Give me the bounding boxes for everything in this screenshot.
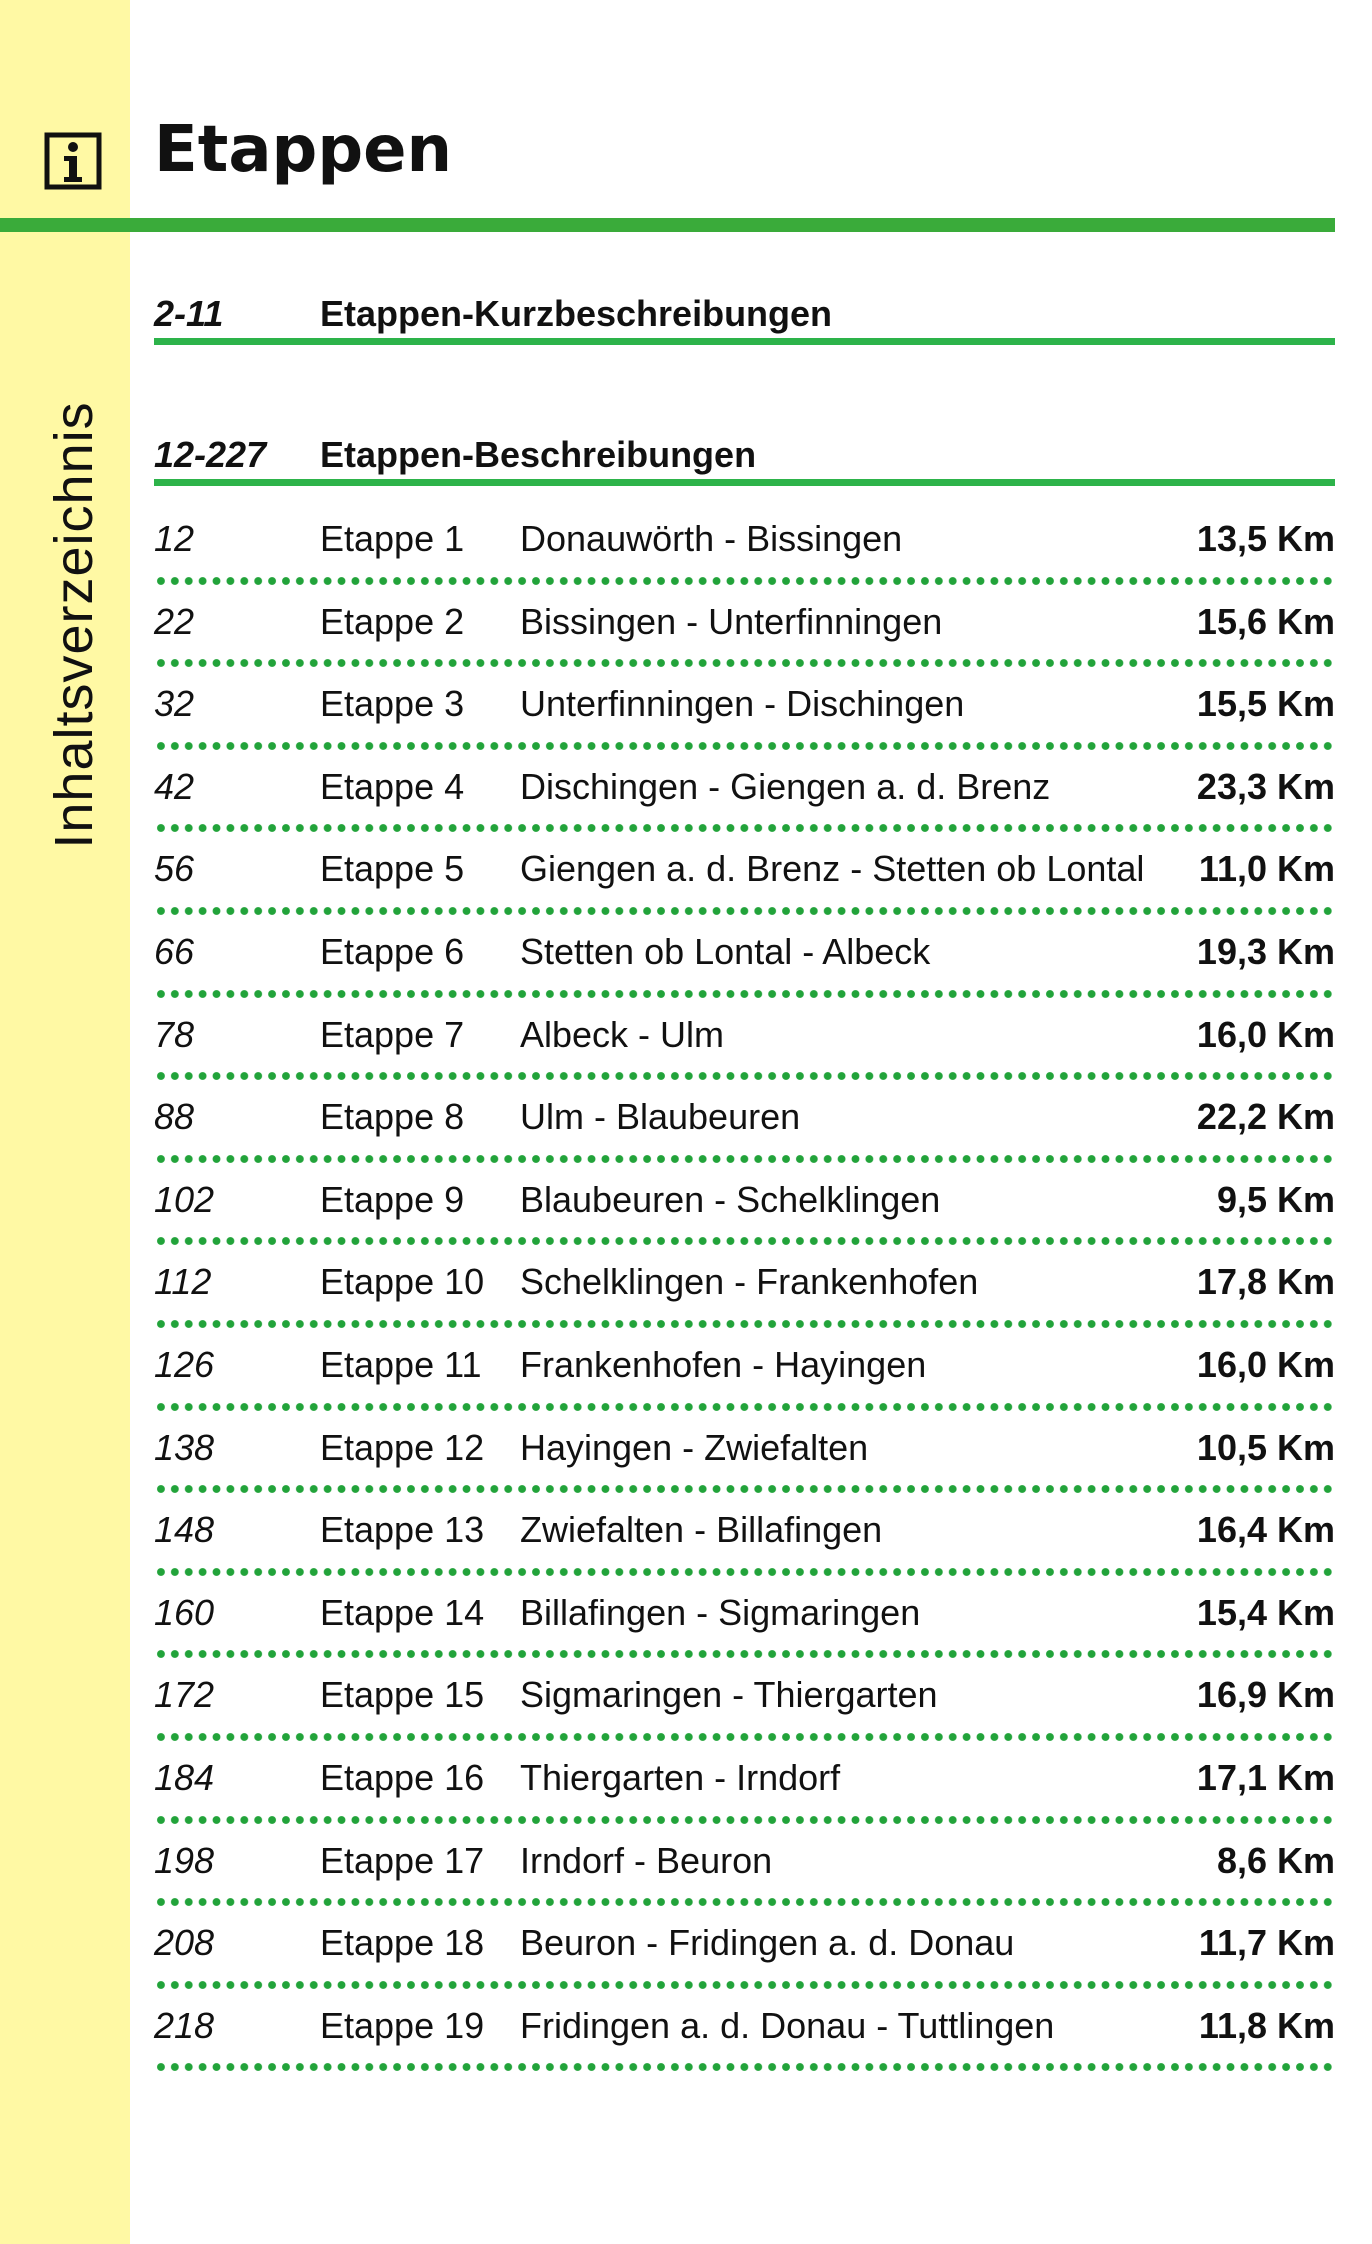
stage-page-number: 32 xyxy=(154,683,195,725)
stage-page-number: 184 xyxy=(154,1756,215,1798)
stage-page-number: 138 xyxy=(154,1426,215,1468)
stage-number: Etappe 4 xyxy=(320,765,465,807)
stage-number: Etappe 5 xyxy=(320,848,465,890)
info-icon xyxy=(44,132,102,190)
stage-route: Frankenhofen - Hayingen xyxy=(520,1343,927,1385)
stage-row[interactable] xyxy=(154,1995,1335,2078)
stage-route: Zwiefalten - Billafingen xyxy=(520,1509,883,1551)
stage-number: Etappe 9 xyxy=(320,1178,465,1220)
dotted-divider xyxy=(154,742,1335,750)
stage-number: Etappe 6 xyxy=(320,930,465,972)
dotted-divider xyxy=(154,990,1335,998)
stage-number: Etappe 15 xyxy=(320,1674,485,1716)
section-page-range: 2-11 xyxy=(154,293,224,334)
stage-page-number: 126 xyxy=(154,1343,215,1385)
stage-number: Etappe 10 xyxy=(320,1261,485,1303)
stage-distance: 9,5 Km xyxy=(1216,1178,1335,1220)
dotted-divider xyxy=(154,2063,1335,2071)
stage-route: Unterfinningen - Dischingen xyxy=(520,683,965,725)
stage-distance: 16,0 Km xyxy=(1196,1343,1335,1385)
stage-page-number: 102 xyxy=(154,1178,215,1220)
stage-row[interactable] xyxy=(154,1086,1335,1169)
stage-row[interactable] xyxy=(154,1417,1335,1500)
stage-distance: 23,3 Km xyxy=(1196,765,1335,807)
stage-number: Etappe 11 xyxy=(320,1343,482,1385)
stage-page-number: 78 xyxy=(154,1013,195,1055)
stage-page-number: 22 xyxy=(154,600,195,642)
section-label: Etappen-Beschreibungen xyxy=(320,434,757,475)
stage-distance: 16,0 Km xyxy=(1196,1013,1335,1055)
stage-row[interactable] xyxy=(154,1004,1335,1087)
section-divider xyxy=(154,338,1335,345)
stage-number: Etappe 7 xyxy=(320,1013,465,1055)
dotted-divider xyxy=(154,824,1335,832)
stage-row[interactable] xyxy=(154,1664,1335,1747)
stage-distance: 15,5 Km xyxy=(1196,683,1335,725)
stage-row[interactable] xyxy=(154,591,1335,674)
stage-page-number: 172 xyxy=(154,1674,215,1716)
stage-row[interactable] xyxy=(154,756,1335,839)
stage-number: Etappe 14 xyxy=(320,1591,485,1633)
stage-route: Beuron - Fridingen a. d. Donau xyxy=(520,1922,1015,1964)
stage-route: Ulm - Blaubeuren xyxy=(520,1096,801,1138)
stage-distance: 15,4 Km xyxy=(1196,1591,1335,1633)
stage-distance: 11,8 Km xyxy=(1198,2004,1335,2046)
dotted-divider xyxy=(154,1155,1335,1163)
dotted-divider xyxy=(154,1733,1335,1741)
stage-distance: 16,9 Km xyxy=(1196,1674,1335,1716)
stage-route: Giengen a. d. Brenz - Stetten ob Lontal xyxy=(520,848,1145,890)
section-divider xyxy=(154,479,1335,486)
stage-route: Fridingen a. d. Donau - Tuttlingen xyxy=(520,2004,1055,2046)
stage-page-number: 112 xyxy=(154,1261,212,1303)
stage-row[interactable] xyxy=(154,1582,1335,1665)
dotted-divider xyxy=(154,1650,1335,1658)
stage-distance: 8,6 Km xyxy=(1216,1839,1335,1881)
dotted-divider xyxy=(154,1485,1335,1493)
sidebar xyxy=(0,0,130,2244)
section-summaries[interactable] xyxy=(154,285,1335,345)
stage-route: Hayingen - Zwiefalten xyxy=(520,1426,869,1468)
dotted-divider xyxy=(154,659,1335,667)
stage-distance: 19,3 Km xyxy=(1196,930,1335,972)
stage-route: Stetten ob Lontal - Albeck xyxy=(520,930,931,972)
stage-row[interactable] xyxy=(154,1251,1335,1334)
stage-number: Etappe 1 xyxy=(320,518,465,559)
stage-number: Etappe 16 xyxy=(320,1756,485,1798)
stage-distance: 10,5 Km xyxy=(1196,1426,1335,1468)
stage-list xyxy=(154,508,1335,2077)
page-title: Etappen xyxy=(154,113,453,187)
stage-distance: 17,8 Km xyxy=(1196,1261,1335,1303)
section-page-range: 12-227 xyxy=(154,434,267,475)
stage-distance: 13,5 Km xyxy=(1196,518,1335,559)
stage-row[interactable] xyxy=(154,1912,1335,1995)
stage-route: Blaubeuren - Schelklingen xyxy=(520,1178,941,1220)
title-divider xyxy=(0,218,1335,232)
dotted-divider xyxy=(154,577,1335,585)
stage-distance: 15,6 Km xyxy=(1196,600,1335,642)
stage-route: Albeck - Ulm xyxy=(520,1013,725,1055)
stage-page-number: 88 xyxy=(154,1096,195,1138)
stage-number: Etappe 19 xyxy=(320,2004,485,2046)
stage-distance: 17,1 Km xyxy=(1196,1756,1335,1798)
stage-page-number: 148 xyxy=(154,1509,215,1551)
stage-route: Donauwörth - Bissingen xyxy=(520,518,903,559)
dotted-divider xyxy=(154,907,1335,915)
stage-number: Etappe 8 xyxy=(320,1096,465,1138)
stage-page-number: 12 xyxy=(154,518,195,559)
sidebar-label-text: Inhaltsverzeichnis xyxy=(44,401,104,849)
dotted-divider xyxy=(154,1981,1335,1989)
stage-route: Dischingen - Giengen a. d. Brenz xyxy=(520,765,1051,807)
stage-page-number: 198 xyxy=(154,1839,215,1881)
stage-page-number: 160 xyxy=(154,1591,215,1633)
section-label: Etappen-Kurzbeschreibungen xyxy=(320,293,833,334)
stage-route: Sigmaringen - Thiergarten xyxy=(520,1674,938,1716)
stage-distance: 16,4 Km xyxy=(1196,1509,1335,1551)
stage-page-number: 42 xyxy=(154,765,195,807)
stage-row[interactable] xyxy=(154,921,1335,1004)
stage-page-number: 56 xyxy=(154,848,195,890)
stage-row[interactable] xyxy=(154,1334,1335,1417)
stage-row[interactable] xyxy=(154,508,1335,591)
stage-route: Bissingen - Unterfinningen xyxy=(520,600,943,642)
stage-row[interactable] xyxy=(154,1830,1335,1913)
dotted-divider xyxy=(154,1072,1335,1080)
stage-route: Schelklingen - Frankenhofen xyxy=(520,1261,979,1303)
stage-route: Irndorf - Beuron xyxy=(520,1839,773,1881)
stage-distance: 11,7 Km xyxy=(1198,1922,1335,1964)
stage-distance: 22,2 Km xyxy=(1196,1096,1335,1138)
stage-distance: 11,0 Km xyxy=(1198,848,1335,890)
stage-row[interactable] xyxy=(154,1747,1335,1830)
dotted-divider xyxy=(154,1568,1335,1576)
stage-number: Etappe 17 xyxy=(320,1839,485,1881)
dotted-divider xyxy=(154,1403,1335,1411)
stage-page-number: 208 xyxy=(154,1922,215,1964)
stage-number: Etappe 12 xyxy=(320,1426,485,1468)
dotted-divider xyxy=(154,1898,1335,1906)
dotted-divider xyxy=(154,1237,1335,1245)
stage-number: Etappe 18 xyxy=(320,1922,485,1964)
section-descriptions[interactable] xyxy=(154,426,1335,486)
dotted-divider xyxy=(154,1320,1335,1328)
sidebar-label xyxy=(44,370,104,880)
stage-row[interactable] xyxy=(154,1169,1335,1252)
stage-number: Etappe 2 xyxy=(320,600,465,642)
stage-number: Etappe 3 xyxy=(320,683,465,725)
stage-number: Etappe 13 xyxy=(320,1509,485,1551)
stage-route: Billafingen - Sigmaringen xyxy=(520,1591,921,1633)
dotted-divider xyxy=(154,1816,1335,1824)
stage-route: Thiergarten - Irndorf xyxy=(520,1756,841,1798)
stage-row[interactable] xyxy=(154,673,1335,756)
stage-page-number: 218 xyxy=(154,2004,215,2046)
stage-page-number: 66 xyxy=(154,930,195,972)
stage-row[interactable] xyxy=(154,1499,1335,1582)
stage-row[interactable] xyxy=(154,838,1335,921)
